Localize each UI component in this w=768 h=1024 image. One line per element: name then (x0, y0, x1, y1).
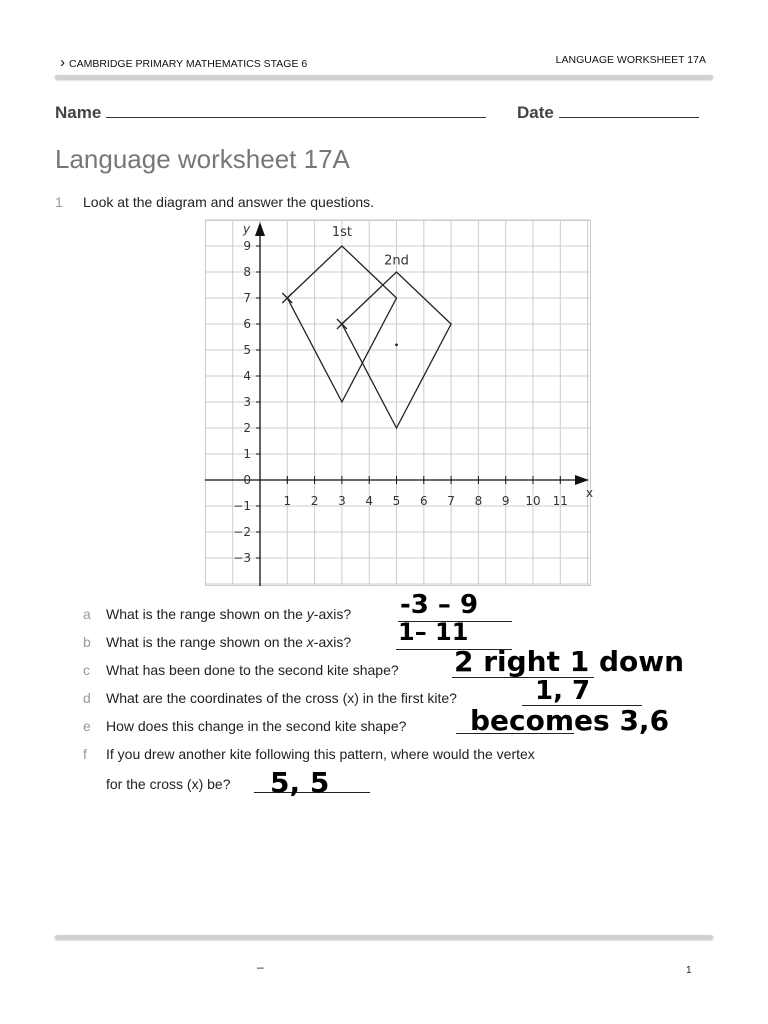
sub-question-label: e (83, 718, 91, 734)
x-tick-label: 3 (338, 494, 346, 508)
y-tick-label: 9 (243, 239, 251, 253)
y-tick-label: 3 (243, 395, 251, 409)
sub-question-label: b (83, 634, 91, 650)
x-tick-label: 8 (474, 494, 483, 508)
y-tick-label: 8 (243, 265, 251, 279)
sub-question-d (83, 690, 457, 706)
kite-label: 2nd (384, 253, 409, 269)
sub-question-f-line2: for the cross (x) be? (106, 776, 231, 792)
question-text: How does this change in the second kite shape? (106, 718, 407, 734)
x-tick-label: 5 (392, 494, 401, 508)
x-axis-label: x (586, 486, 594, 500)
dot-mark (395, 344, 398, 347)
y-tick-label: 1 (243, 447, 251, 461)
question-text-after: -axis? (313, 606, 352, 622)
y-tick-label: 2 (243, 421, 251, 435)
footer-center: – (257, 960, 264, 974)
sub-question-c (83, 662, 399, 678)
sub-question-f (83, 746, 535, 762)
question-text-after: -axis? (313, 634, 352, 650)
y-tick-label: −3 (233, 551, 251, 565)
page-number: 1 (686, 965, 692, 976)
x-tick-label: 6 (419, 494, 428, 508)
x-tick-label: 2 (310, 494, 319, 508)
coordinate-grid-diagram (205, 220, 594, 586)
sub-question-label: a (83, 606, 91, 622)
handwritten-answer-f: 5, 5 (270, 766, 330, 799)
question-text: What has been done to the second kite shape? (106, 662, 399, 678)
x-tick-label: 1 (283, 494, 292, 508)
x-tick-label: 10 (525, 494, 541, 508)
handwritten-answer-e: becomes 3,6 (470, 704, 670, 737)
y-tick-label: 6 (243, 317, 251, 331)
y-tick-label: 7 (243, 291, 251, 305)
x-tick-label: 4 (365, 494, 374, 508)
y-tick-label: −1 (233, 499, 251, 513)
question-text: If you drew another kite following this pattern, where would the vertex (106, 746, 535, 762)
handwritten-answer-a: -3 – 9 (400, 590, 479, 620)
y-axis-label: y (243, 222, 251, 236)
running-header-left: › CAMBRIDGE PRIMARY MATHEMATICS STAGE 6 (60, 54, 308, 71)
page-title: Language worksheet 17A (55, 144, 350, 174)
kite-label: 1st (331, 225, 352, 240)
question-text: What is the range shown on the (106, 606, 307, 622)
date-field[interactable]: Date (517, 103, 699, 123)
x-tick-label: 9 (501, 494, 510, 508)
sub-question-b (83, 634, 351, 650)
date-line[interactable] (559, 117, 699, 118)
footer-divider (55, 935, 713, 939)
handwritten-answer-b: 1– 11 (398, 618, 469, 646)
name-field[interactable]: Name (55, 103, 486, 123)
y-tick-label: −2 (233, 525, 251, 539)
question-text: What is the range shown on the (106, 634, 307, 650)
name-line[interactable] (106, 117, 486, 118)
sub-question-e (83, 718, 406, 734)
axis-letter: x (306, 634, 314, 650)
sub-question-a (83, 606, 351, 622)
x-tick-label: 11 (552, 494, 568, 508)
sub-question-label: c (83, 662, 90, 678)
running-header-right: LANGUAGE WORKSHEET 17A (555, 54, 706, 66)
sub-question-label: d (83, 690, 91, 706)
header-divider (55, 75, 713, 79)
sub-question-label: f (83, 746, 87, 762)
handwritten-answer-d: 1, 7 (535, 676, 591, 706)
axis-letter: y (306, 606, 314, 622)
question-text: What are the coordinates of the cross (x) in the first kite? (106, 690, 457, 706)
y-tick-label: 5 (243, 343, 251, 357)
question-1: 1 Look at the diagram and answer the questions. (55, 194, 375, 210)
y-tick-label: 4 (243, 369, 251, 383)
handwritten-answer-c: 2 right 1 down (454, 645, 685, 678)
chevron-right-icon: › (60, 54, 65, 71)
y-tick-label: 0 (243, 473, 251, 487)
x-tick-label: 7 (447, 494, 455, 508)
